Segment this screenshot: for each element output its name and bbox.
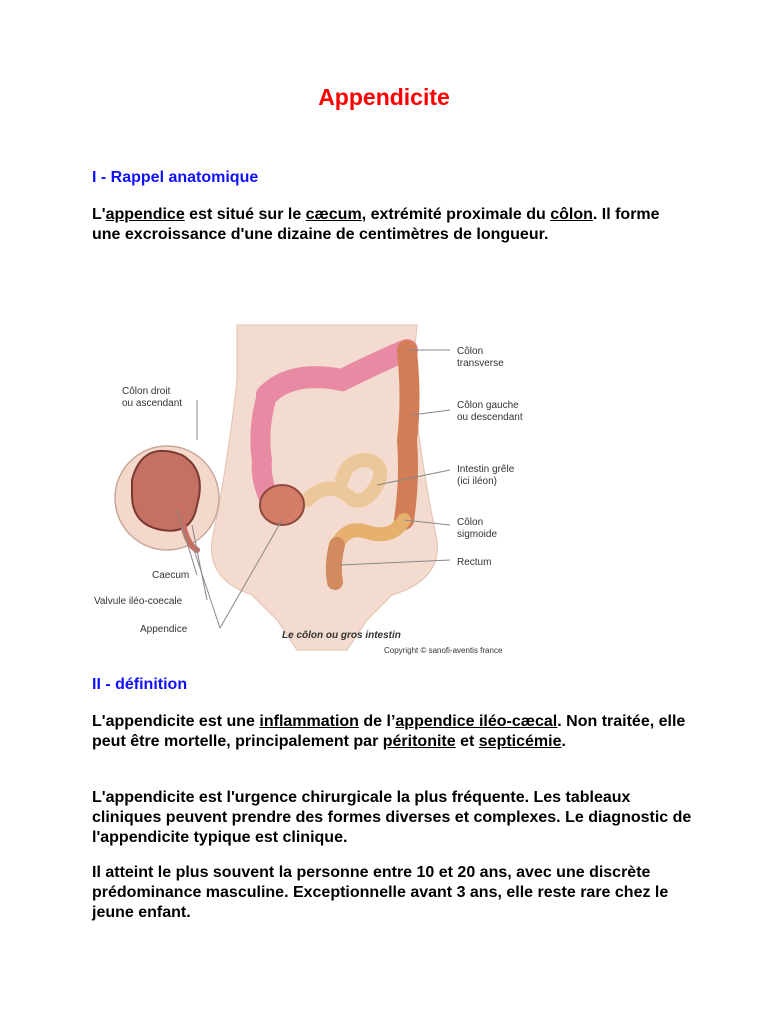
link-appendice-ileo-caecal[interactable]: appendice iléo-cæcal [395, 713, 558, 730]
ascending-colon [260, 395, 270, 500]
link-appendice[interactable]: appendice [105, 206, 185, 223]
label-appendice: Appendice [140, 624, 188, 635]
page-title: Appendicite [318, 84, 450, 110]
rectum [334, 545, 337, 582]
link-colon[interactable]: côlon [550, 206, 593, 223]
definition-paragraph-2: L'appendicite est l'urgence chirurgicale la plus fréquente. Les tableaux cliniques peuvent prendre des formes diverses et complexes. Le diagnostic de l'appendicite typique est clinique. [92, 789, 692, 846]
definition-paragraph-3: Il atteint le plus souvent la personne entre 10 et 20 ans, avec une discrète prédominance masculine. Exceptionnelle avant 3 ans, elle reste rare chez le jeune enfant. [92, 864, 669, 921]
label-sigmoide-1: Côlon [457, 517, 484, 528]
label-rectum: Rectum [457, 557, 492, 568]
label-colon-gauche-2: ou descendant [457, 412, 523, 423]
label-intestin-1: Intestin grêle [457, 464, 515, 475]
label-valvule: Valvule iléo-coecale [94, 596, 183, 607]
label-colon-gauche-1: Côlon gauche [457, 400, 519, 411]
link-caecum[interactable]: cæcum [305, 206, 362, 223]
caecum-body [260, 485, 304, 525]
anatomy-figure [92, 320, 542, 660]
anatomy-paragraph: L'appendice est situé sur le cæcum, extrémité proximale du côlon. Il forme une excroissance d'une dizaine de centimètres de longueur. [92, 206, 660, 243]
label-colon-droit-1: Côlon droit [122, 386, 171, 397]
link-inflammation[interactable]: inflammation [259, 713, 359, 730]
definition-paragraph-1: L'appendicite est une inflammation de l’appendice iléo-cæcal. Non traitée, elle peut être mortelle, principalement par péritonite et septicémie. [92, 713, 686, 750]
figure-copyright: Copyright © sanofi-aventis france [384, 646, 503, 655]
caecum-zoom [132, 451, 200, 531]
link-peritonite[interactable]: péritonite [382, 733, 456, 750]
label-colon-droit-2: ou ascendant [122, 398, 183, 409]
section-heading-definition: II - définition [92, 676, 188, 693]
section-heading-anatomy: I - Rappel anatomique [92, 169, 259, 186]
label-sigmoide-2: sigmoide [457, 529, 498, 540]
descending-colon [404, 350, 410, 520]
label-intestin-2: (ici iléon) [457, 476, 498, 487]
label-colon-transverse-1: Côlon [457, 346, 484, 357]
link-septicemie[interactable]: septicémie [478, 733, 562, 750]
label-colon-transverse-2: transverse [457, 358, 504, 369]
colon-illustration [92, 320, 542, 660]
label-caecum: Caecum [152, 570, 190, 581]
figure-caption: Le côlon ou gros intestin [282, 630, 401, 641]
